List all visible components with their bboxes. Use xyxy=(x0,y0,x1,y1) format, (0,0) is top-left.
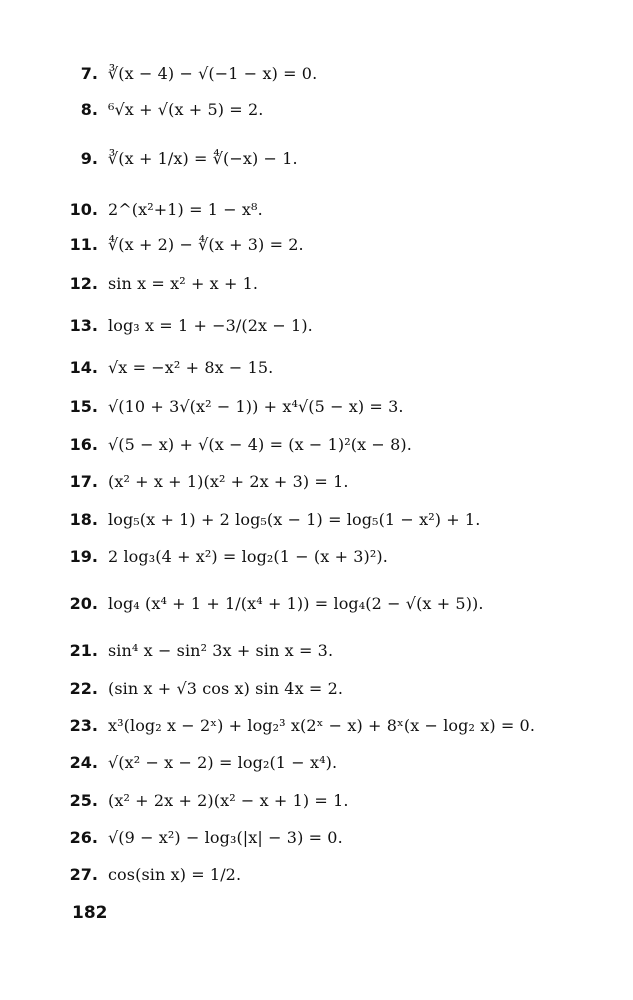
problem-13 xyxy=(0,312,633,338)
problem-number: 24. xyxy=(69,752,98,772)
equation: √(9 − x²) − log₃(|x| − 3) = 0. xyxy=(108,827,343,847)
problem-number: 15. xyxy=(69,396,98,416)
equation: √x = −x² + 8x − 15. xyxy=(108,357,274,377)
equation: x³(log₂ x − 2ˣ) + log₂³ x(2ˣ − x) + 8ˣ(x − log₂ x) = 0. xyxy=(108,715,536,735)
equation: √(x² − x − 2) = log₂(1 − x⁴). xyxy=(108,752,338,772)
problem-16 xyxy=(0,432,633,456)
problem-15 xyxy=(0,394,633,418)
problem-7 xyxy=(0,61,633,85)
problem-number: 21. xyxy=(69,640,98,660)
equation: (sin x + √3 cos x) sin 4x = 2. xyxy=(108,678,344,698)
problem-number: 16. xyxy=(69,434,98,454)
problem-14 xyxy=(0,355,633,379)
problem-number: 14. xyxy=(69,357,98,377)
problem-number: 25. xyxy=(69,790,98,810)
equation: √(5 − x) + √(x − 4) = (x − 1)²(x − 8). xyxy=(108,434,412,454)
problem-9 xyxy=(0,144,633,172)
problem-number: 8. xyxy=(80,99,98,119)
problem-number: 26. xyxy=(69,827,98,847)
equation: (x² + 2x + 2)(x² − x + 1) = 1. xyxy=(108,790,349,810)
problem-number: 23. xyxy=(69,715,98,735)
problem-number: 22. xyxy=(69,678,98,698)
problem-number: 9. xyxy=(80,148,98,168)
problem-25 xyxy=(0,788,633,812)
problem-22 xyxy=(0,676,633,700)
problem-number: 7. xyxy=(80,63,98,83)
equation: log₃ x = 1 + −3/(2x − 1). xyxy=(108,315,313,335)
page-number: 182 xyxy=(72,903,108,923)
problem-number: 13. xyxy=(69,315,98,335)
problem-26 xyxy=(0,825,633,849)
problem-27 xyxy=(0,862,633,886)
problem-11 xyxy=(0,232,633,256)
problem-20 xyxy=(0,589,633,617)
problem-number: 11. xyxy=(69,234,98,254)
problem-18 xyxy=(0,507,633,531)
equation: cos(sin x) = 1/2. xyxy=(108,864,242,884)
problem-21 xyxy=(0,638,633,662)
problem-17 xyxy=(0,469,633,493)
equation: sin x = x² + x + 1. xyxy=(108,273,259,293)
problem-number: 20. xyxy=(69,593,98,613)
equation: ⁶√x + √(x + 5) = 2. xyxy=(108,99,264,119)
problem-10 xyxy=(0,197,633,221)
problem-8 xyxy=(0,97,633,121)
equation: log₅(x + 1) + 2 log₅(x − 1) = log₅(1 − x²) + 1. xyxy=(108,509,481,529)
equation: √(10 + 3√(x² − 1)) + x⁴√(5 − x) = 3. xyxy=(108,396,404,416)
equation: ∜(x + 2) − ∜(x + 3) = 2. xyxy=(108,234,304,254)
equation: sin⁴ x − sin² 3x + sin x = 3. xyxy=(108,640,334,660)
problem-number: 10. xyxy=(69,199,98,219)
problem-12 xyxy=(0,271,633,295)
equation: (x² + x + 1)(x² + 2x + 3) = 1. xyxy=(108,471,349,491)
problem-number: 27. xyxy=(69,864,98,884)
problem-24 xyxy=(0,750,633,774)
problem-number: 12. xyxy=(69,273,98,293)
equation: log₄ (x⁴ + 1 + 1/(x⁴ + 1)) = log₄(2 − √(x + 5)). xyxy=(108,593,484,613)
problem-number: 18. xyxy=(69,509,98,529)
equation: 2 log₃(4 + x²) = log₂(1 − (x + 3)²). xyxy=(108,546,388,566)
equation: ∛(x + 1/x) = ∜(−x) − 1. xyxy=(108,148,298,168)
equation: ∛(x − 4) − √(−1 − x) = 0. xyxy=(108,63,318,83)
problem-23 xyxy=(0,713,633,737)
equation: 2^(x²+1) = 1 − x⁸. xyxy=(108,199,263,219)
problem-number: 17. xyxy=(69,471,98,491)
problem-19 xyxy=(0,544,633,568)
problem-number: 19. xyxy=(69,546,98,566)
